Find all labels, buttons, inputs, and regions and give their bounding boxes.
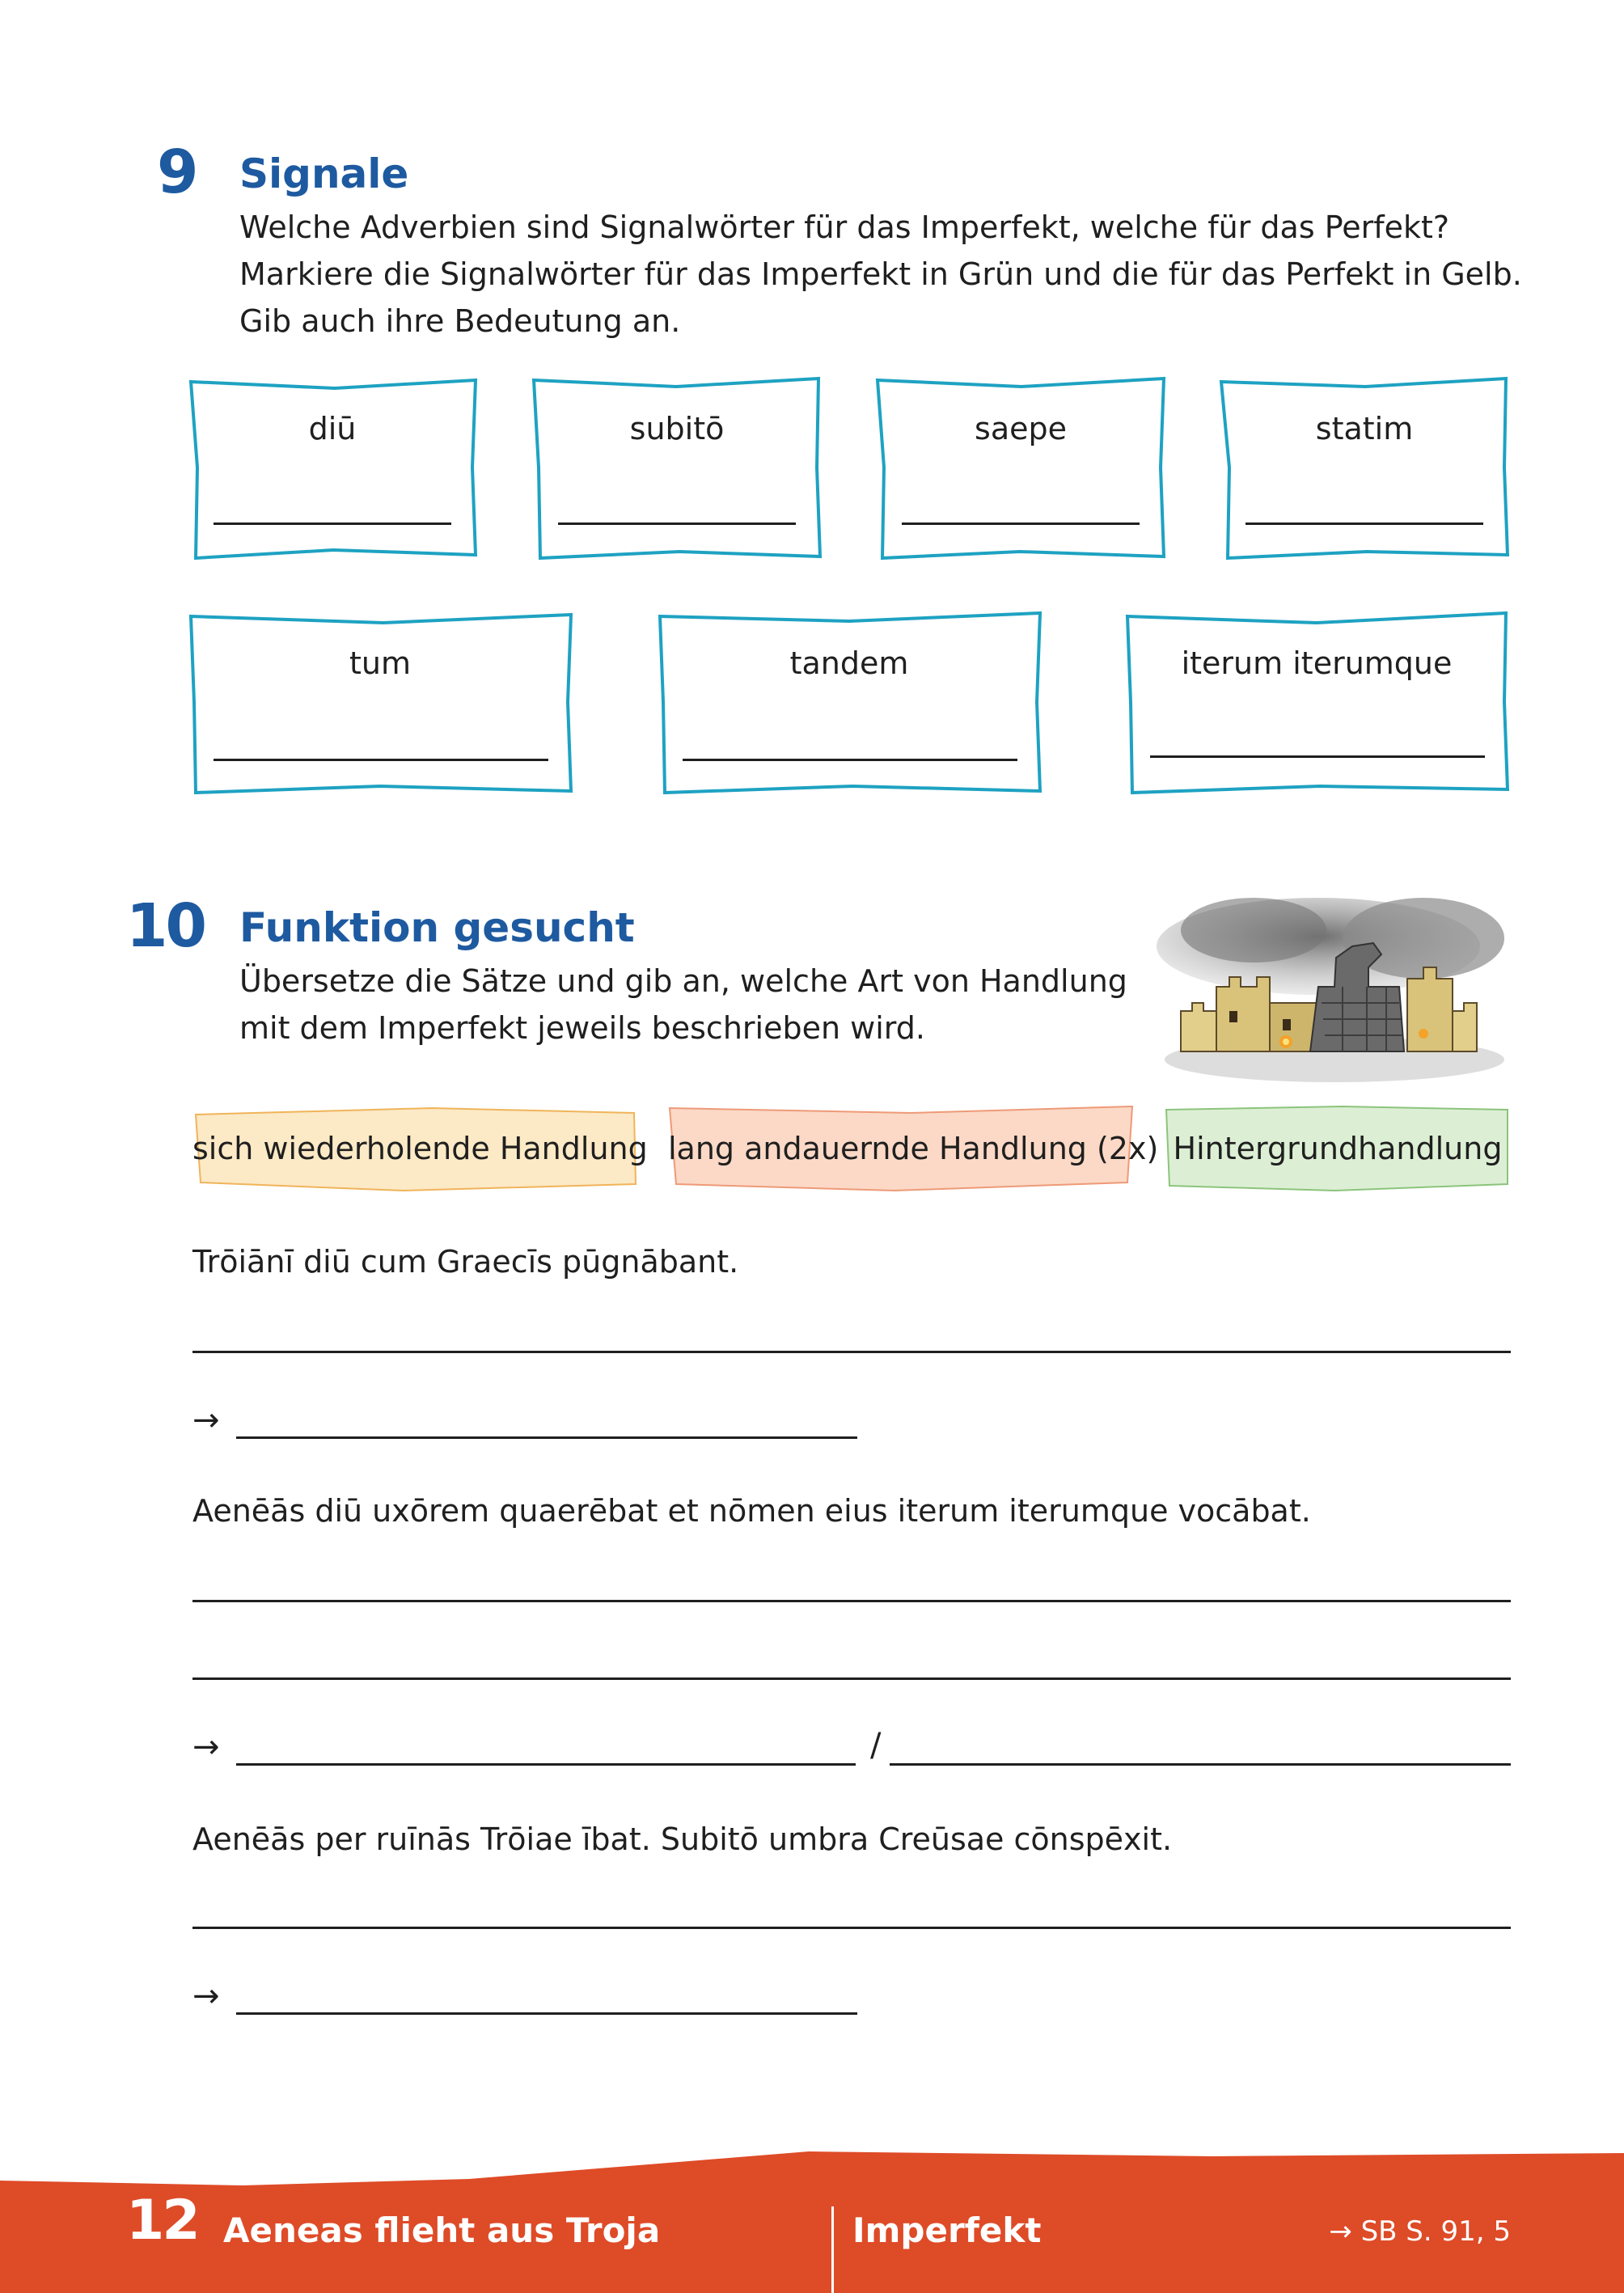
word-box-frame xyxy=(189,613,571,793)
sentence-3: Aenēās per ruīnās Trōiae ībat. Subitō umbra Creūsae cōnspēxit. xyxy=(192,1821,1173,1857)
answer-line[interactable] xyxy=(558,522,796,525)
answer-line[interactable] xyxy=(214,759,548,761)
word-box-subito xyxy=(534,379,820,558)
answer-line[interactable] xyxy=(683,759,1017,761)
translation-line[interactable] xyxy=(192,1927,1511,1929)
sentence-2: Aenēās diū uxōrem quaerēbat et nōmen eius iterum iterumque vocābat. xyxy=(192,1493,1311,1529)
tag-repeated-action xyxy=(192,1106,648,1191)
instruction-line: Welche Adverbien sind Signalwörter für das Imperfekt, welche für das Perfekt? xyxy=(239,209,1450,245)
word-box-frame xyxy=(1221,379,1508,558)
troy-burning-horse-icon xyxy=(1157,890,1512,1084)
word-label: diū xyxy=(308,411,357,446)
translation-line[interactable] xyxy=(192,1677,1511,1680)
word-box-tandem xyxy=(658,613,1040,793)
word-box-frame xyxy=(1126,613,1508,793)
word-box-saepe xyxy=(878,379,1164,558)
troy-illustration xyxy=(1157,890,1512,1084)
footer-page-number: 12 xyxy=(126,2189,198,2253)
word-label: saepe xyxy=(975,411,1067,446)
answer-line[interactable] xyxy=(1150,755,1485,758)
exercise-9-instructions xyxy=(239,204,1522,345)
separator-slash: / xyxy=(870,1727,882,1764)
function-answer-line[interactable] xyxy=(236,1436,857,1439)
function-answer-line[interactable] xyxy=(890,1763,1511,1766)
tag-long-lasting-action xyxy=(668,1106,1159,1191)
word-label: iterum iterumque xyxy=(1181,645,1453,681)
footer-reference-link[interactable]: → SB S. 91, 5 xyxy=(1329,2215,1511,2248)
exercise-9-title: Signale xyxy=(239,150,409,197)
function-answer-line[interactable] xyxy=(236,1763,856,1766)
answer-line[interactable] xyxy=(214,522,451,525)
exercise-10-title: Funktion gesucht xyxy=(239,904,635,951)
word-label: subitō xyxy=(629,411,725,446)
arrow-right-icon: → xyxy=(192,1728,220,1766)
instruction-line: Übersetze die Sätze und gib an, welche Art von Handlung xyxy=(239,963,1127,999)
word-label: tum xyxy=(349,645,411,681)
footer-divider xyxy=(831,2206,834,2293)
instruction-line: Markiere die Signalwörter für das Imperfekt in Grün und die für das Perfekt in Gelb. xyxy=(239,256,1522,292)
arrow-right-icon: → xyxy=(192,1402,220,1439)
tag-background-action xyxy=(1165,1106,1511,1191)
word-box-statim xyxy=(1221,379,1508,558)
word-label: statim xyxy=(1315,411,1414,446)
instruction-line: mit dem Imperfekt jeweils beschrieben wird. xyxy=(239,1010,925,1046)
tag-label: Hintergrundhandlung xyxy=(1173,1131,1503,1166)
word-label: tandem xyxy=(789,645,909,681)
sentence-1: Trōiānī diū cum Graecīs pūgnābant. xyxy=(192,1244,739,1280)
exercise-9-number: 9 xyxy=(157,137,197,207)
instruction-line: Gib auch ihre Bedeutung an. xyxy=(239,303,681,339)
tag-label: sich wiederholende Handlung xyxy=(192,1131,648,1166)
word-box-diu xyxy=(189,379,476,558)
function-answer-line[interactable] xyxy=(236,2012,857,2015)
answer-line[interactable] xyxy=(902,522,1140,525)
word-box-iterum-iterumque xyxy=(1126,613,1508,793)
word-box-frame xyxy=(658,613,1040,793)
translation-line[interactable] xyxy=(192,1600,1511,1602)
footer-topic: Imperfekt xyxy=(852,2211,1042,2250)
word-box-frame xyxy=(534,379,820,558)
exercise-10-instructions xyxy=(239,958,1127,1051)
answer-line[interactable] xyxy=(1245,522,1483,525)
tag-label: lang andauernde Handlung (2x) xyxy=(668,1131,1159,1166)
word-box-frame xyxy=(189,379,476,558)
translation-line[interactable] xyxy=(192,1351,1511,1353)
arrow-right-icon: → xyxy=(192,1978,220,2015)
footer-chapter-title: Aeneas flieht aus Troja xyxy=(223,2211,661,2250)
word-box-tum xyxy=(189,613,571,793)
exercise-10-number: 10 xyxy=(126,891,205,961)
word-box-frame xyxy=(878,379,1164,558)
